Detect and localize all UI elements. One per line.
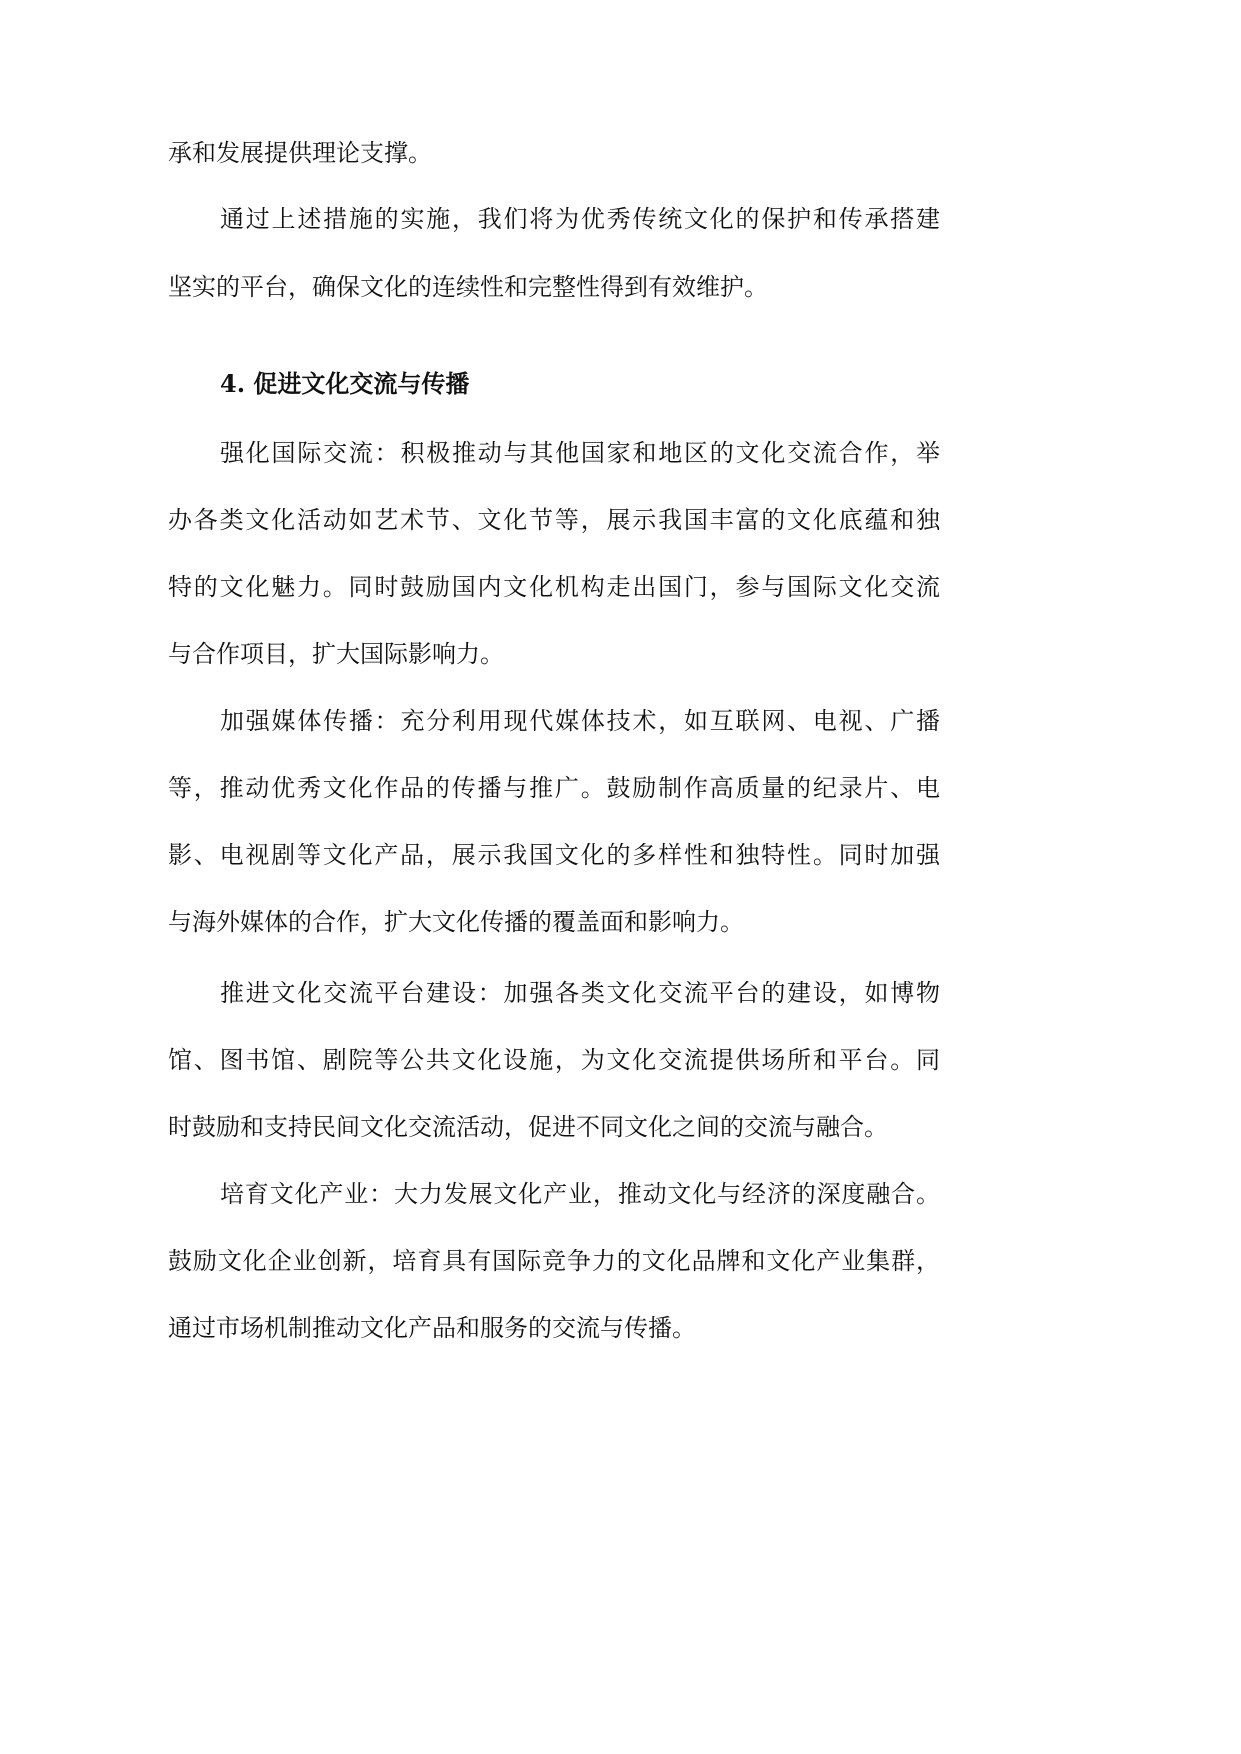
paragraph-line	[0, 199, 1103, 239]
paragraph-line	[0, 634, 1103, 674]
line-text: 时鼓励和支持民间文化交流活动，促进不同文化之间的交流与融合。	[168, 1113, 888, 1141]
line-text: 通过市场机制推动文化产品和服务的交流与传播。	[168, 1314, 696, 1342]
heading-text: 4. 促进文化交流与传播	[220, 369, 470, 398]
line-text: 承和发展提供理论支撑。	[168, 139, 432, 167]
section-heading	[0, 364, 1103, 404]
paragraph-line	[0, 567, 1103, 607]
paragraph-line	[0, 267, 1103, 307]
line-text: 坚实的平台，确保文化的连续性和完整性得到有效维护。	[168, 273, 768, 301]
line-text: 加强媒体传播：充分利用现代媒体技术，如互联网、电视、广播	[220, 707, 940, 735]
line-text: 办各类文化活动如艺术节、文化节等，展示我国丰富的文化底蕴和独	[168, 506, 940, 534]
paragraph-line	[0, 902, 1103, 942]
line-text: 特的文化魅力。同时鼓励国内文化机构走出国门，参与国际文化交流	[168, 573, 940, 601]
line-text: 培育文化产业：大力发展文化产业，推动文化与经济的深度融合。	[220, 1180, 940, 1208]
line-text: 影、电视剧等文化产品，展示我国文化的多样性和独特性。同时加强	[168, 841, 940, 869]
paragraph-line	[0, 133, 1103, 173]
line-text: 与合作项目，扩大国际影响力。	[168, 640, 504, 668]
line-text: 等，推动优秀文化作品的传播与推广。鼓励制作高质量的纪录片、电	[168, 774, 940, 802]
paragraph-line	[0, 701, 1103, 741]
paragraph-line	[0, 1040, 1103, 1080]
line-text: 通过上述措施的实施，我们将为优秀传统文化的保护和传承搭建	[220, 205, 940, 233]
paragraph-line	[0, 500, 1103, 540]
line-text: 鼓励文化企业创新，培育具有国际竞争力的文化品牌和文化产业集群，	[168, 1247, 940, 1275]
line-text: 馆、图书馆、剧院等公共文化设施，为文化交流提供场所和平台。同	[168, 1046, 940, 1074]
paragraph-line	[0, 1174, 1103, 1214]
paragraph-line	[0, 973, 1103, 1013]
paragraph-line	[0, 1241, 1103, 1281]
line-text: 推进文化交流平台建设：加强各类文化交流平台的建设，如博物	[220, 979, 940, 1007]
paragraph-line	[0, 768, 1103, 808]
line-text: 强化国际交流：积极推动与其他国家和地区的文化交流合作，举	[220, 439, 940, 467]
line-text: 与海外媒体的合作，扩大文化传播的覆盖面和影响力。	[168, 908, 744, 936]
paragraph-line	[0, 1107, 1103, 1147]
paragraph-line	[0, 433, 1103, 473]
paragraph-line	[0, 1308, 1103, 1348]
paragraph-line	[0, 835, 1103, 875]
